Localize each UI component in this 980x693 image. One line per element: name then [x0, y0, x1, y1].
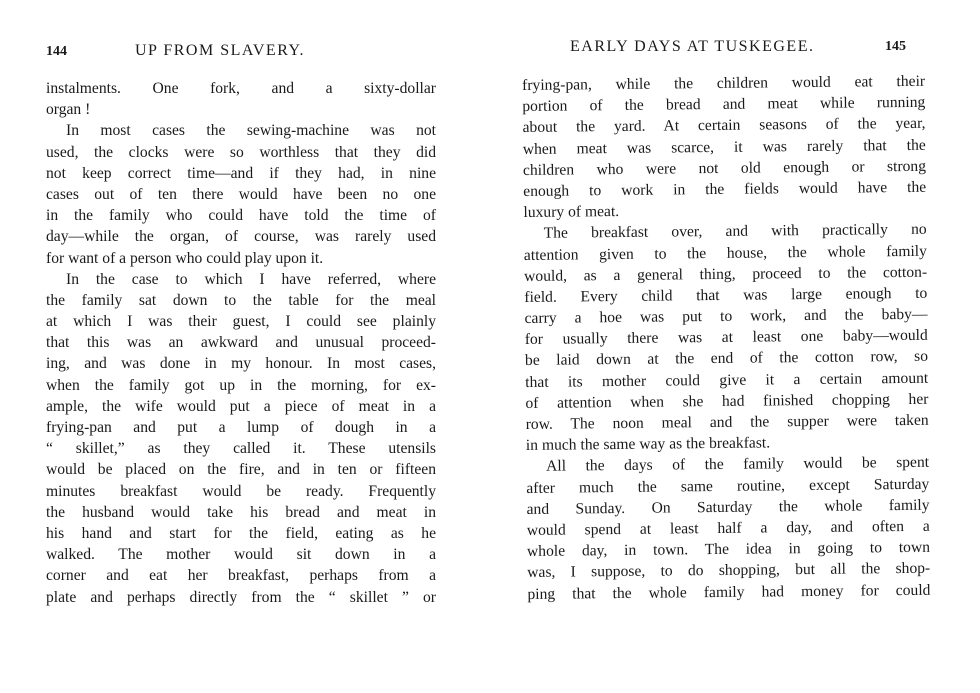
text-line: row. The noon meal and the supper were taken	[525, 411, 929, 433]
text-line: organ !	[46, 101, 91, 119]
text-line: plate and perhaps directly from the “ skillet ” or	[46, 588, 436, 606]
text-line: after much the same routine, except Saturday	[526, 475, 930, 497]
text-line: walked. The mother would sit down in a	[46, 546, 436, 564]
text-line: about the yard. At certain seasons of the year,	[522, 115, 926, 137]
right-page	[490, 0, 980, 693]
text-line: ing, and was done in my honour. In most cases,	[46, 355, 436, 373]
text-line: children who were not old enough or strong	[522, 157, 927, 179]
text-line: minutes breakfast would be ready. Frequently	[46, 482, 436, 500]
text-line: In the case to which I have referred, where	[66, 270, 436, 288]
page-body-text	[46, 78, 436, 608]
text-line: would, as a general thing, proceed to the cotton-	[524, 263, 928, 285]
text-line: would spend at least half a day, and often a	[526, 517, 930, 539]
text-line: carry a hoe was put to work, and the baby—	[524, 305, 928, 328]
text-line: when meat was scarce, it was rarely that the	[522, 136, 926, 158]
text-line: not keep correct time—and if they had, in nine	[46, 164, 436, 182]
text-line: for usually there was at least one baby—would	[524, 327, 928, 349]
running-head: EARLY DAYS AT TUSKEGEE.	[570, 38, 815, 55]
text-line: The breakfast over, and with practically no	[543, 221, 927, 243]
text-line: cases out of ten there would have been no one	[46, 185, 436, 203]
running-head: UP FROM SLAVERY.	[135, 42, 305, 59]
text-line: would be placed on the fire, and in ten or fifteen	[46, 461, 436, 479]
text-line: instalments. One fork, and a sixty-dollar	[46, 80, 436, 97]
text-line: used, the clocks were so worthless that they did	[46, 143, 436, 161]
text-line: ping that the whole family had money for could	[527, 581, 931, 603]
text-line: the husband would take his bread and meat in	[46, 503, 436, 521]
text-line: that its mother could give it a certain amount	[525, 369, 929, 391]
page-number: 145	[885, 39, 906, 54]
text-line: be laid down at the end of the cotton row, so	[524, 348, 929, 370]
text-line: and Sunday. On Saturday the whole family	[526, 496, 930, 518]
text-line: for want of a person who could play upon it.	[46, 249, 324, 267]
text-line: enough to work in the fields would have the	[523, 178, 927, 200]
text-line: “ skillet,” as they called it. These utensils	[46, 440, 436, 458]
text-line: was, I suppose, to do shopping, but all the shop-	[527, 560, 931, 582]
text-line: in the family who could have told the time of	[46, 207, 436, 225]
text-line: in much the same way as the breakfast.	[525, 434, 771, 455]
text-line: of attention when she had finished chopping her	[525, 390, 929, 412]
text-line: ample, the wife would put a piece of meat in a	[46, 397, 436, 415]
text-line: luxury of meat.	[523, 203, 620, 222]
text-line: In most cases the sewing-machine was not	[66, 122, 436, 140]
text-line: at which I was their guest, I could see plainly	[46, 313, 436, 331]
text-line: frying-pan, while the children would eat their	[522, 72, 926, 94]
text-line: day—while the organ, of course, was rarely used	[46, 228, 436, 246]
text-line: portion of the bread and meat while running	[522, 93, 926, 116]
text-line: the family sat down to the table for the meal	[46, 291, 436, 309]
text-line: corner and eat her breakfast, perhaps from a	[46, 567, 436, 585]
text-line: frying-pan and put a lump of dough in a	[46, 419, 436, 436]
text-line: when the family got up in the morning, for ex-	[46, 376, 436, 394]
text-line: whole day, in town. The idea in going to town	[526, 538, 931, 561]
page-number: 144	[46, 44, 67, 59]
text-line: All the days of the family would be spent	[546, 454, 930, 476]
text-line: attention given to the house, the whole family	[523, 242, 927, 264]
page-body-text	[522, 71, 931, 605]
text-line: field. Every child that was large enough to	[524, 284, 928, 306]
text-line: his hand and start for the field, eating as he	[46, 524, 436, 542]
text-line: that this was an awkward and unusual proceed-	[46, 334, 436, 352]
